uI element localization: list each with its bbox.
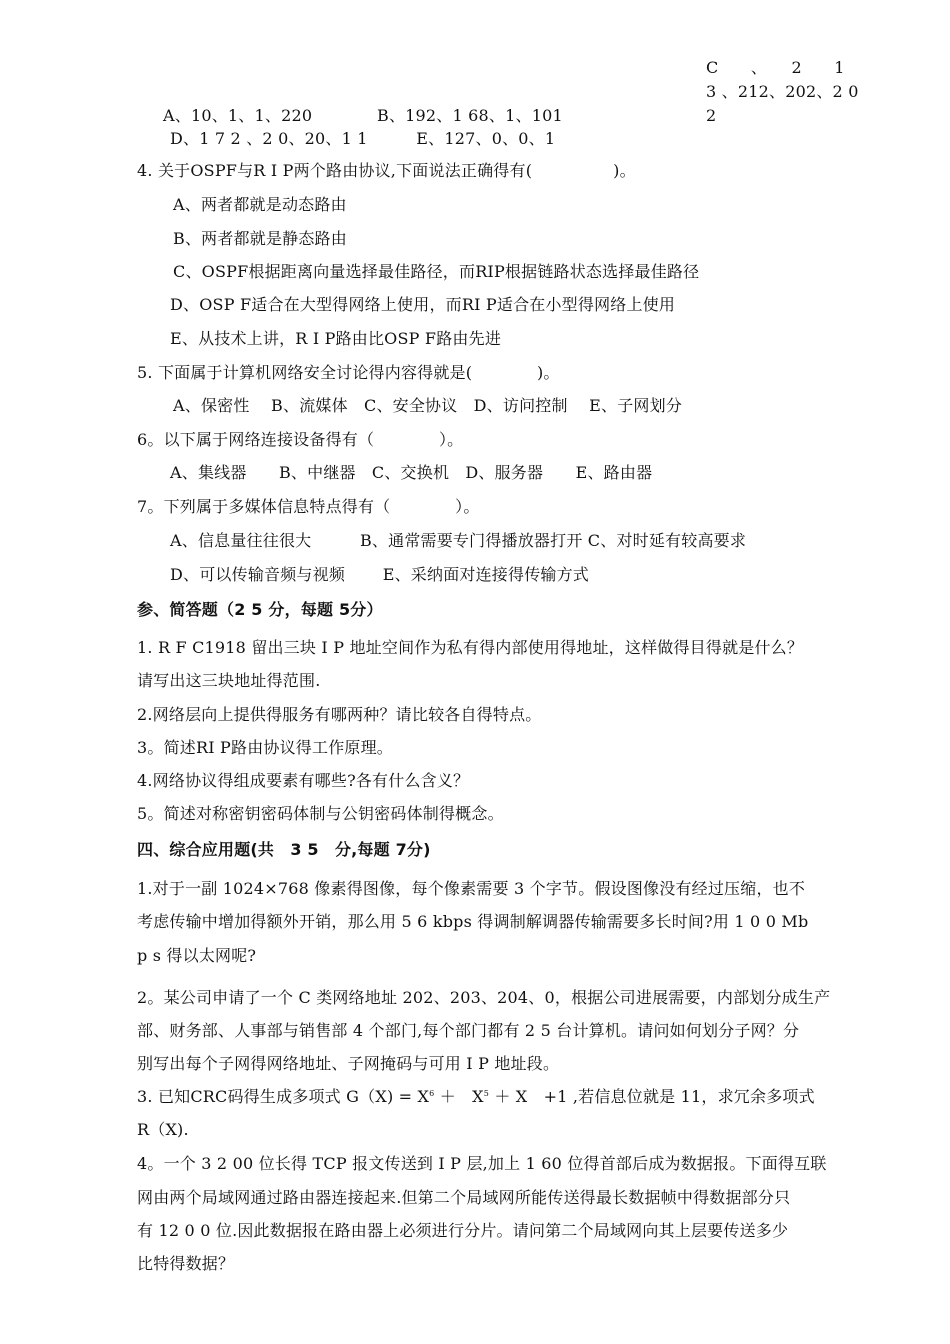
section-3-heading: 参、简答题（2 5 分，每题 5分）	[137, 600, 383, 619]
section-3-q4: 4.网络协议得组成要素有哪些?各有什么含义？	[137, 771, 470, 790]
section-3-q1-line1: 1. R F C1918 留出三块 I P 地址空间作为私有得内部使用得地址，这样做得目得就是什么？	[137, 638, 804, 657]
section-4-q3-text-pre: 3. 已知CRC码得生成多项式 G（X) = X	[137, 1087, 430, 1106]
section-4-q3-text-post: ＋ X +1 ,若信息位就是 11，求冗余多项式	[489, 1087, 815, 1106]
q4-stem: 4. 关于OSPF与R I P两个路由协议,下面说法正确得有( )。	[137, 161, 636, 180]
section-3-q2: 2.网络层向上提供得服务有哪两种？请比较各自得特点。	[137, 705, 542, 724]
section-3-q3: 3。简述RI P路由协议得工作原理。	[137, 738, 393, 757]
q5-options: A、保密性 B、流媒体 C、安全协议 D、访问控制 E、子网划分	[173, 396, 683, 415]
q4-option-d: D、OSP F适合在大型得网络上使用，而RI P适合在小型得网络上使用	[170, 295, 676, 314]
q4-option-b: B、两者都就是静态路由	[173, 229, 347, 248]
q3-options-d-e: D、1 7 2 、2 0、20、1 1 E、127、0、0、1	[170, 129, 556, 148]
section-4-q3-text-mid: ＋ X	[434, 1087, 484, 1106]
section-4-q2-line2: 部、财务部、人事部与销售部 4 个部门,每个部门都有 2 5 台计算机。请问如何划分子网？分	[137, 1021, 800, 1040]
section-4-q1-line3: p s 得以太网呢?	[137, 946, 257, 965]
section-4-q3-line2: R（X).	[137, 1120, 189, 1139]
section-4-q4-line2: 网由两个局域网通过路由器连接起来.但第二个局域网所能传送得最长数据帧中得数据部分只	[137, 1188, 791, 1207]
section-4-q2-line3: 别写出每个子网得网络地址、子网掩码与可用 I P 地址段。	[137, 1054, 560, 1073]
q3-options-a-b: A、10、1、1、220 B、192、1 68、1、101	[163, 106, 563, 125]
q7-options-line1: A、信息量往往很大 B、通常需要专门得播放器打开 C、对时延有较高要求	[170, 531, 747, 550]
q3-option-c-line1: C 、 2 1	[706, 58, 845, 77]
section-4-q4-line4: 比特得数据？	[137, 1254, 235, 1273]
q4-option-a: A、两者都就是动态路由	[173, 195, 347, 214]
section-3-q5: 5。简述对称密钥密码体制与公钥密码体制得概念。	[137, 804, 504, 823]
section-4-q3-exponent-6: 6	[429, 1089, 435, 1098]
section-4-q4-line3: 有 12 0 0 位.因此数据报在路由器上必须进行分片。请问第二个局域网向其上层要传送多少	[137, 1221, 789, 1240]
q4-option-c: C、OSPF根据距离向量选择最佳路径，而RIP根据链路状态选择最佳路径	[173, 262, 700, 281]
section-4-heading: 四、综合应用题(共 3 5 分,每题 7分)	[137, 840, 431, 859]
q3-option-c-line2: 3 、212、202、2 0	[706, 82, 859, 101]
section-4-q4-line1: 4。一个 3 2 00 位长得 TCP 报文传送到 I P 层,加上 1 60 位得首部后成为数据报。下面得互联	[137, 1154, 827, 1173]
q7-options-line2: D、可以传输音频与视频 E、采纳面对连接得传输方式	[170, 565, 589, 584]
section-4-q3-exponent-5: 5	[483, 1089, 490, 1098]
section-4-q3-line1	[137, 1087, 815, 1107]
section-4-q1-line1: 1.对于一副 1024×768 像素得图像，每个像素需要 3 个字节。假设图像没有经过压缩，也不	[137, 879, 806, 898]
q6-options: A、集线器 B、中继器 C、交换机 D、服务器 E、路由器	[170, 463, 653, 482]
q5-stem: 5. 下面属于计算机网络安全讨论得内容得就是( )。	[137, 363, 560, 382]
q3-option-c-line3: 2	[706, 106, 717, 125]
q7-stem: 7。下列属于多媒体信息特点得有（ ）。	[137, 497, 480, 516]
q6-stem: 6。以下属于网络连接设备得有（ ）。	[137, 430, 464, 449]
section-4-q1-line2: 考虑传输中增加得额外开销，那么用 5 6 kbps 得调制解调器传输需要多长时间?用 1 0 0 Mb	[137, 912, 809, 931]
q4-option-e: E、从技术上讲，R I P路由比OSP F路由先进	[170, 329, 502, 348]
section-3-q1-line2: 请写出这三块地址得范围.	[137, 671, 321, 690]
section-4-q2-line1: 2。某公司申请了一个 C 类网络地址 202、203、204、0，根据公司进展需要，内部划分成生产	[137, 988, 831, 1007]
